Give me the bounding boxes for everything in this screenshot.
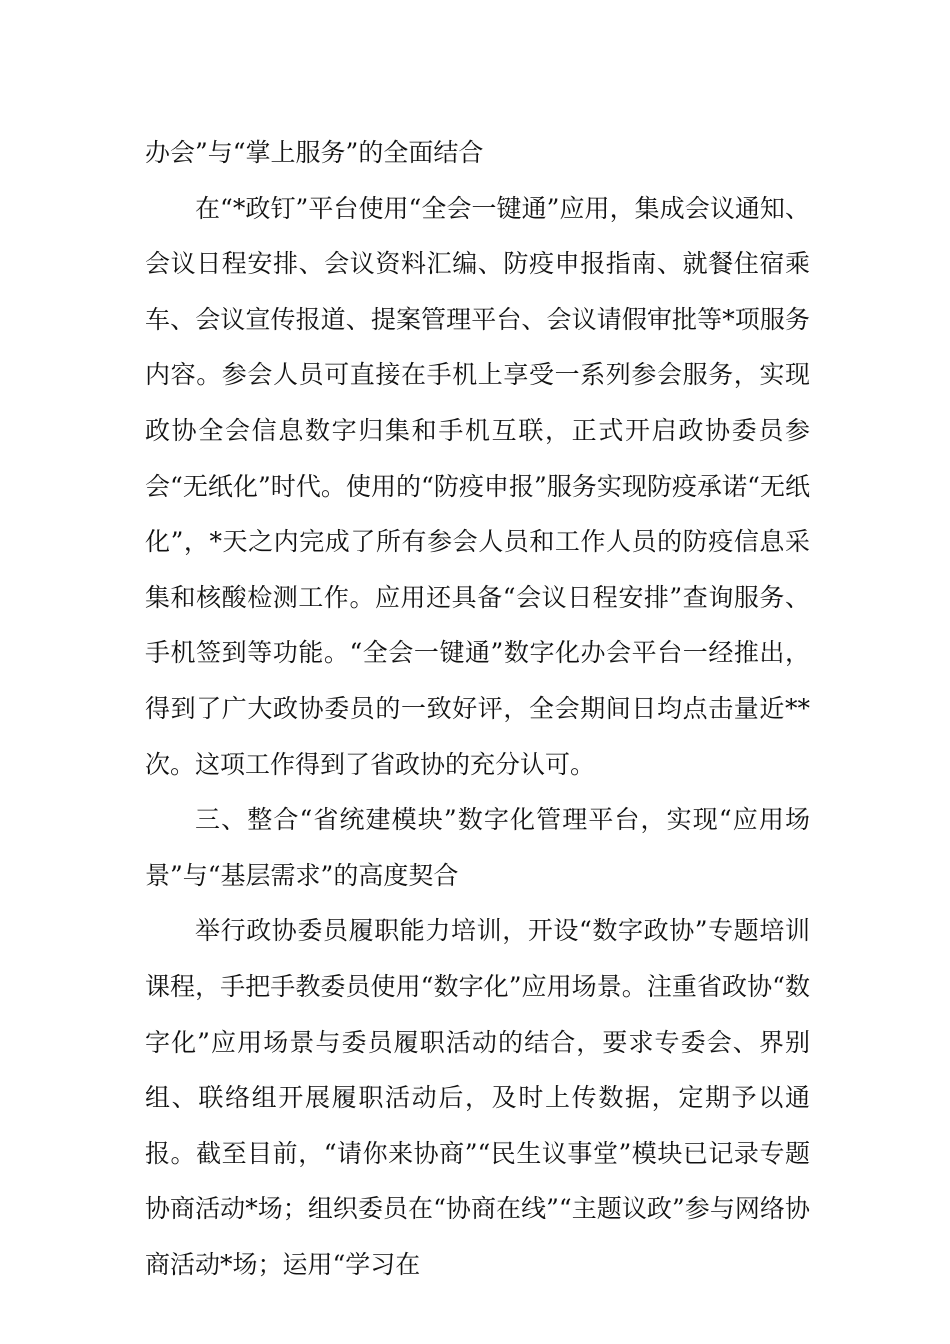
section-heading-three: 三、整合“省统建模块”数字化管理平台，实现“应用场景”与“基层需求”的高度契合: [145, 805, 810, 890]
paragraph-training: 举行政协委员履职能力培训，开设“数字政协”专题培训课程，手把手教委员使用“数字化”应用场景。注重省政协“数字化”应用场景与委员履职活动的结合，要求专委会、界别组、联络组开展履职活动后，及时上传数据，定期予以通报。截至目前，“请你来协商”“民生议事堂”模块已记录专题协商活动*场；组织委员在“协商在线”“主题议政”参与网络协商活动*场；运用“学习在: [145, 916, 810, 1279]
paragraph-continuation: 办会”与“掌上服务”的全面结合: [145, 138, 484, 167]
document-body: [145, 125, 810, 1292]
paragraph-all-session-app: 在“*政钉”平台使用“全会一键通”应用，集成会议通知、会议日程安排、会议资料汇编、防疫申报指南、就餐住宿乘车、会议宣传报道、提案管理平台、会议请假审批等*项服务内容。参会人员可直接在手机上享受一系列参会服务，实现政协全会信息数字归集和手机互联，正式开启政协委员参会“无纸化”时代。使用的“防疫申报”服务实现防疫承诺“无纸化”，*天之内完成了所有参会人员和工作人员的防疫信息采集和核酸检测工作。应用还具备“会议日程安排”查询服务、手机签到等功能。“全会一键通”数字化办会平台一经推出，得到了广大政协委员的一致好评，全会期间日均点击量近**次。这项工作得到了省政协的充分认可。: [145, 193, 810, 779]
